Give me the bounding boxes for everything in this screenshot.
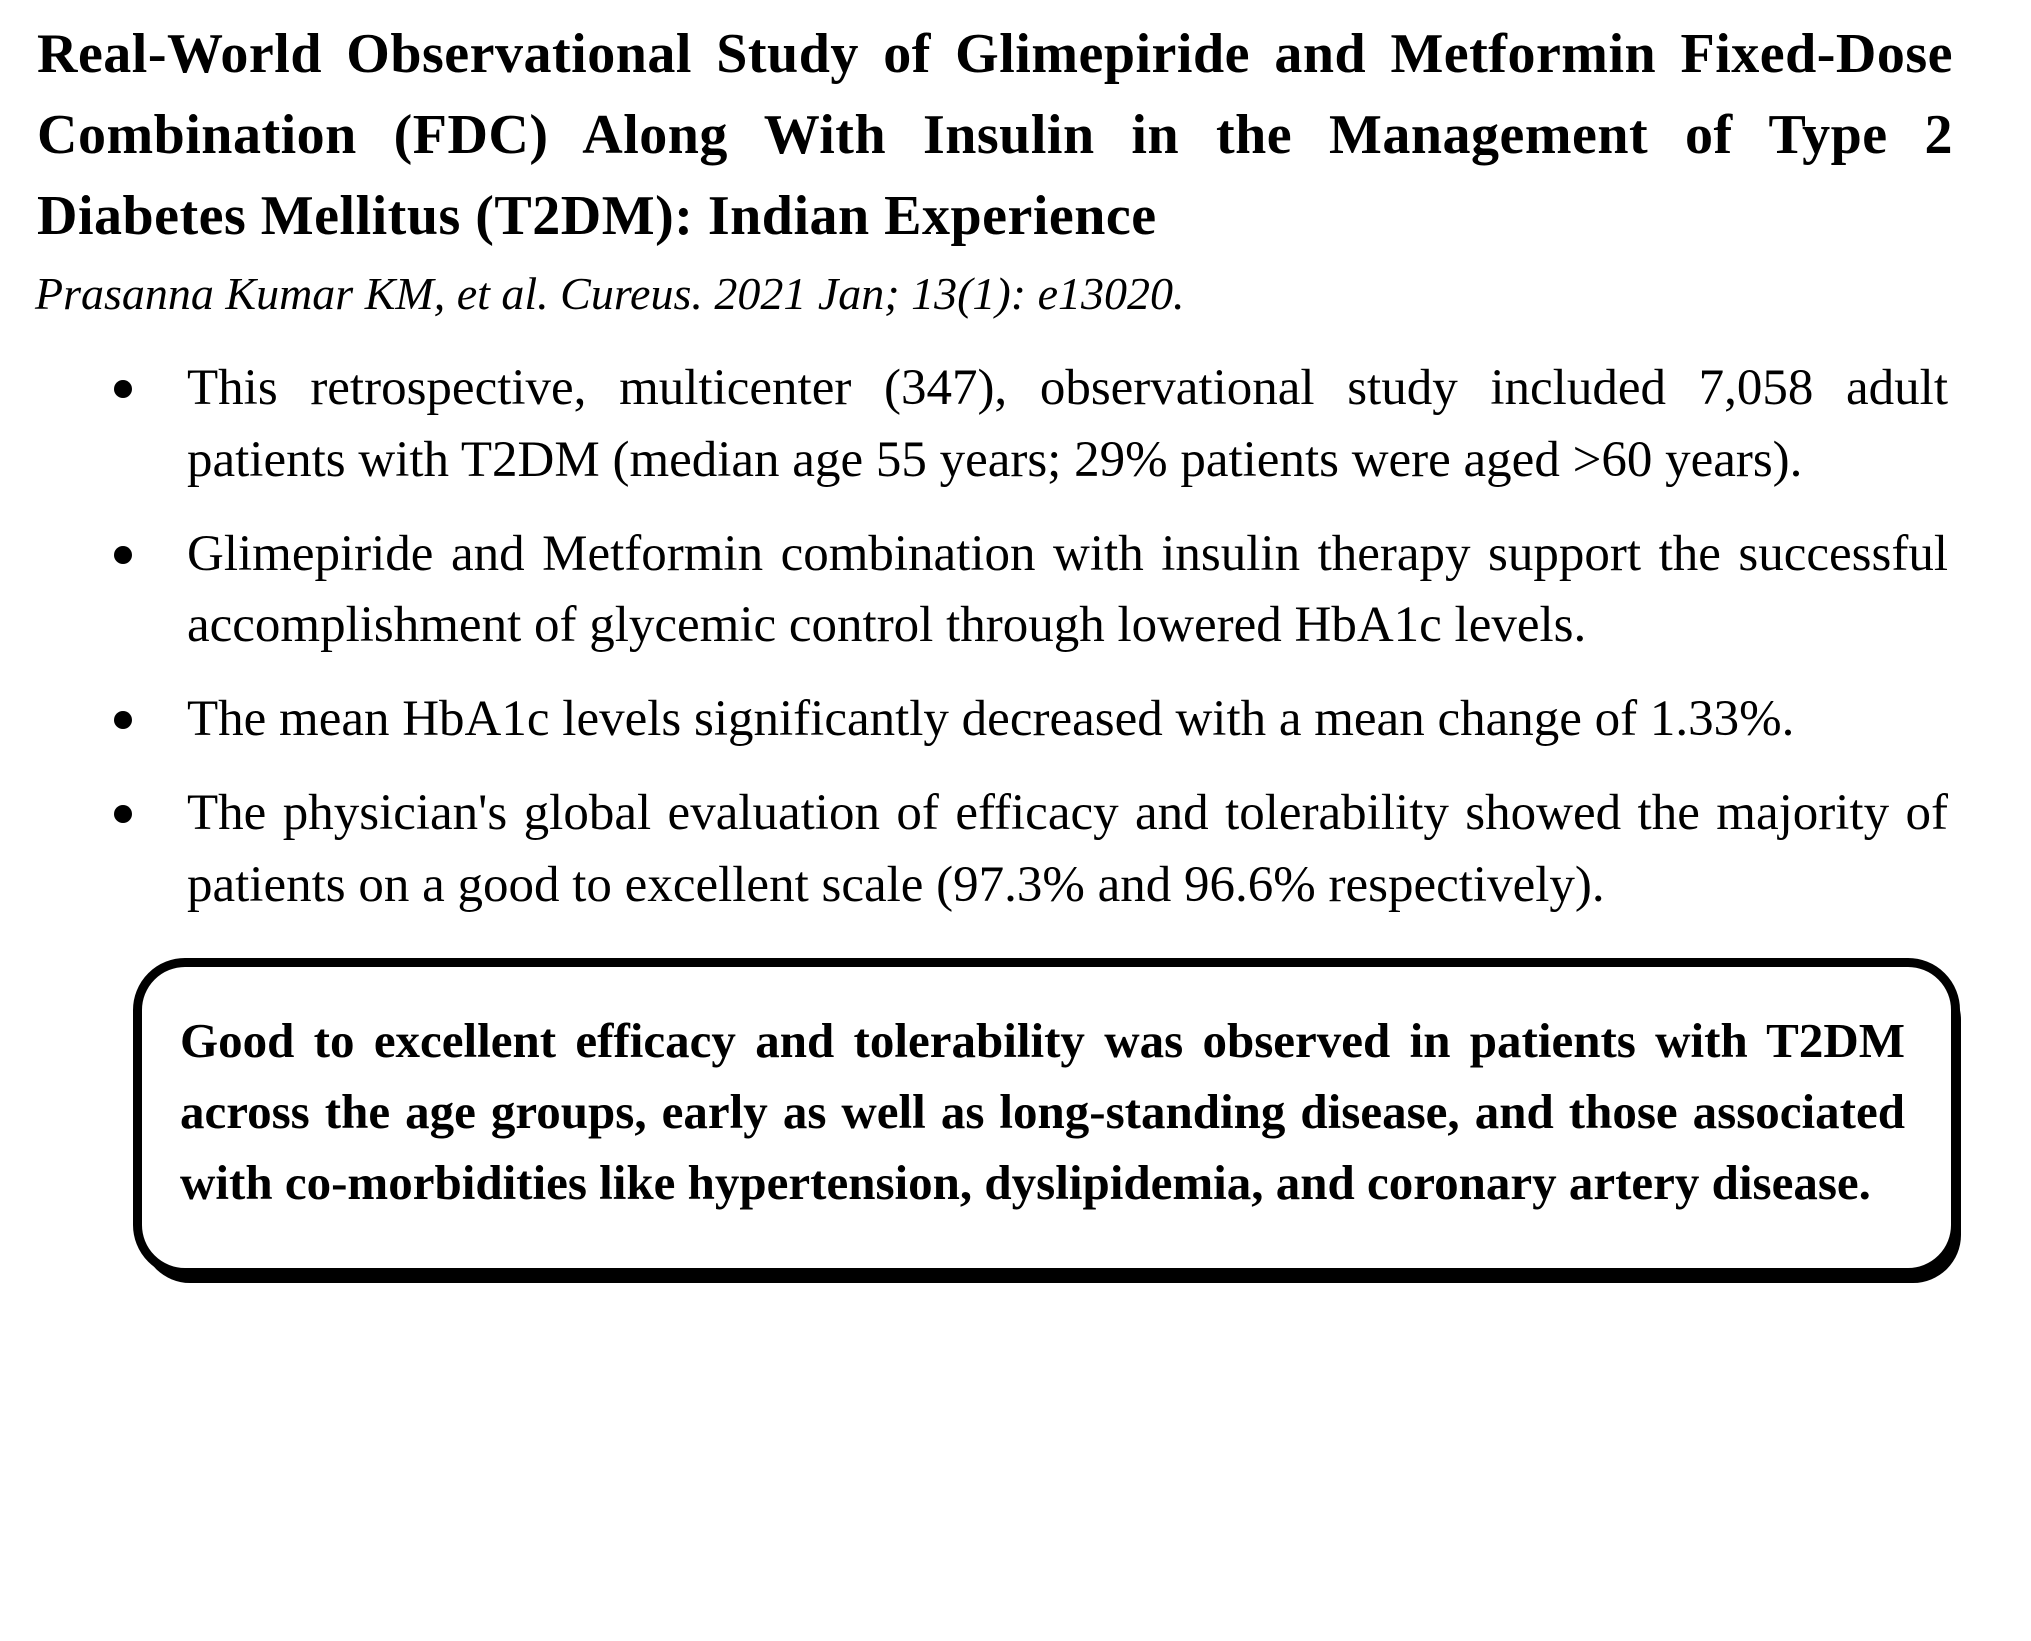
bullet-item [112,778,1948,922]
bullet-text: Glimepiride and Metformin combination with insulin therapy support the successful accomplishment of glycemic control through lowered HbA1c levels. [187,525,1948,654]
bullet-text: The mean HbA1c levels significantly decreased with a mean change of 1.33%. [187,691,1795,748]
bullet-dot-icon [114,805,132,823]
bullet-item [112,353,1948,497]
bullet-item [112,684,1948,756]
bullet-text: This retrospective, multicenter (347), observational study included 7,058 adult patients with T2DM (median age 55 years; 29% patients were aged >60 years). [187,359,1948,488]
citation-line: Prasanna Kumar KM, et al. Cureus. 2021 Jan; 13(1): e13020. [35,267,1185,319]
page-title: Real-World Observational Study of Glimepiride and Metformin Fixed-Dose Combination (FDC) Along With Insulin in the Management of Type 2 Diabetes Mellitus (T2DM): Indian Experience [37,23,1953,248]
conclusion-text: Good to excellent efficacy and tolerability was observed in patients with T2DM across the age groups, early as well as long-standing disease, and those associated with co-morbidities like hypertension, dyslipidemia, and coronary artery disease. [180,1013,1905,1211]
bullet-item [112,519,1948,663]
conclusion-box [133,958,1960,1277]
bullet-dot-icon [114,546,132,564]
bullet-dot-icon [114,380,132,398]
bullet-text: The physician's global evaluation of efficacy and tolerability showed the majority of patients on a good to excellent scale (97.3% and 96.6% respectively). [187,785,1948,914]
bullet-dot-icon [114,711,132,729]
key-points-list [112,353,1948,922]
